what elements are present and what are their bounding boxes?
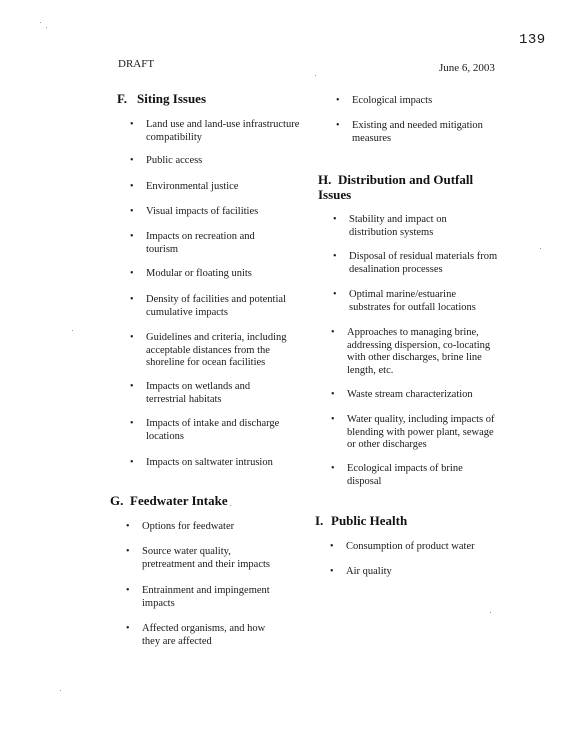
list-item-text: Disposal of residual materials from desalination processes	[349, 251, 498, 275]
section-title: Public Health	[331, 513, 408, 528]
bullet-icon: •	[130, 231, 134, 242]
list-item-text: Air quality	[346, 566, 392, 577]
list-item-text: Impacts on wetlands and terrestrial habitats	[146, 381, 251, 405]
list-item-text: Public access	[146, 155, 203, 166]
list-item	[130, 181, 306, 194]
bullet-icon: •	[130, 181, 134, 192]
list-item-text: Options for feedwater	[142, 521, 235, 532]
list-item	[130, 332, 296, 370]
bullet-icon: •	[336, 95, 340, 106]
section-letter: F.	[117, 91, 127, 106]
bullet-icon: •	[336, 120, 340, 131]
list-item-text: Ecological impacts of brine disposal	[347, 463, 463, 487]
bullet-icon: •	[130, 418, 134, 429]
bullet-icon: •	[331, 327, 335, 338]
bullet-icon: •	[333, 214, 337, 225]
list-item	[130, 119, 306, 144]
list-item	[331, 389, 507, 402]
list-item-text: Stability and impact on distribution systems	[349, 214, 447, 238]
scan-speck	[72, 330, 73, 331]
list-item	[330, 541, 516, 554]
list-item-text: Land use and land-use infrastructure compatibility	[146, 119, 300, 143]
list-item	[130, 381, 266, 406]
list-item	[130, 457, 306, 470]
list-item-text: Water quality, including impacts of blending with power plant, sewage or other discharges	[347, 414, 495, 450]
list-item	[126, 623, 272, 648]
list-item-text: Ecological impacts	[352, 95, 433, 106]
list-item-text: Consumption of product water	[346, 541, 475, 552]
list-item-text: Impacts on saltwater intrusion	[146, 457, 273, 468]
section-heading-distribution-outfall	[318, 172, 498, 202]
bullet-icon: •	[130, 457, 134, 468]
section-letter: I.	[315, 513, 324, 528]
scan-speck	[490, 612, 491, 613]
section-title: Feedwater Intake	[130, 493, 228, 508]
section-title: Siting Issues	[137, 91, 206, 106]
scan-speck	[230, 505, 231, 506]
list-item	[331, 327, 497, 377]
section-letter: H.	[318, 172, 332, 187]
bullet-icon: •	[331, 414, 335, 425]
list-item	[130, 155, 306, 168]
scan-speck	[60, 690, 61, 691]
list-item-text: Approaches to managing brine, addressing dispersion, co-locating with other discharges, brine line length, etc.	[347, 327, 491, 376]
section-heading-feedwater-intake	[110, 493, 228, 508]
list-item	[126, 521, 302, 534]
section-letter: G.	[110, 493, 124, 508]
page-number: 139	[519, 32, 546, 48]
list-item	[336, 120, 502, 145]
list-item-text: Source water quality, pretreatment and their impacts	[142, 546, 270, 570]
bullet-icon: •	[126, 521, 130, 532]
list-item-text: Affected organisms, and how they are affected	[142, 623, 266, 647]
scan-speck	[46, 27, 47, 28]
document-date: June 6, 2003	[439, 62, 495, 74]
bullet-icon: •	[126, 623, 130, 634]
bullet-icon: •	[331, 389, 335, 400]
section-heading-siting-issues	[117, 91, 206, 106]
bullet-icon: •	[130, 155, 134, 166]
bullet-icon: •	[130, 268, 134, 279]
list-item	[130, 418, 286, 443]
list-item	[126, 546, 282, 571]
bullet-icon: •	[331, 463, 335, 474]
list-item-text: Impacts on recreation and tourism	[146, 231, 255, 255]
list-item	[333, 251, 499, 276]
list-item	[336, 95, 502, 108]
list-item	[331, 463, 477, 488]
list-item	[333, 289, 499, 314]
list-item-text: Environmental justice	[146, 181, 239, 192]
scan-speck	[315, 75, 316, 76]
list-item-text: Density of facilities and potential cumulative impacts	[146, 294, 286, 318]
bullet-icon: •	[130, 294, 134, 305]
bullet-icon: •	[330, 566, 334, 577]
list-item	[130, 268, 306, 281]
list-item-text: Impacts of intake and discharge locations	[146, 418, 280, 442]
bullet-icon: •	[330, 541, 334, 552]
bullet-icon: •	[130, 332, 134, 343]
bullet-icon: •	[333, 289, 337, 300]
list-item-text: Visual impacts of facilities	[146, 206, 259, 217]
list-item	[130, 294, 296, 319]
bullet-icon: •	[126, 585, 130, 596]
section-title: Distribution and Outfall Issues	[318, 172, 474, 202]
bullet-icon: •	[333, 251, 337, 262]
list-item	[130, 206, 306, 219]
list-item-text: Existing and needed mitigation measures	[352, 120, 483, 144]
bullet-icon: •	[126, 546, 130, 557]
bullet-icon: •	[130, 381, 134, 392]
list-item	[333, 214, 479, 239]
bullet-icon: •	[130, 119, 134, 130]
list-item-text: Optimal marine/estuarine substrates for outfall locations	[349, 289, 476, 313]
list-item-text: Waste stream characterization	[347, 389, 473, 400]
scan-speck	[40, 22, 41, 23]
section-heading-public-health	[315, 513, 407, 528]
list-item-text: Modular or floating units	[146, 268, 252, 279]
list-item-text: Guidelines and criteria, including acceptable distances from the shoreline for ocean facilities	[146, 332, 287, 368]
list-item	[330, 566, 516, 579]
list-item	[126, 585, 292, 610]
list-item-text: Entrainment and impingement impacts	[142, 585, 270, 609]
list-item	[331, 414, 497, 452]
draft-label: DRAFT	[118, 58, 155, 70]
list-item	[130, 231, 276, 256]
scan-speck	[540, 248, 541, 249]
bullet-icon: •	[130, 206, 134, 217]
